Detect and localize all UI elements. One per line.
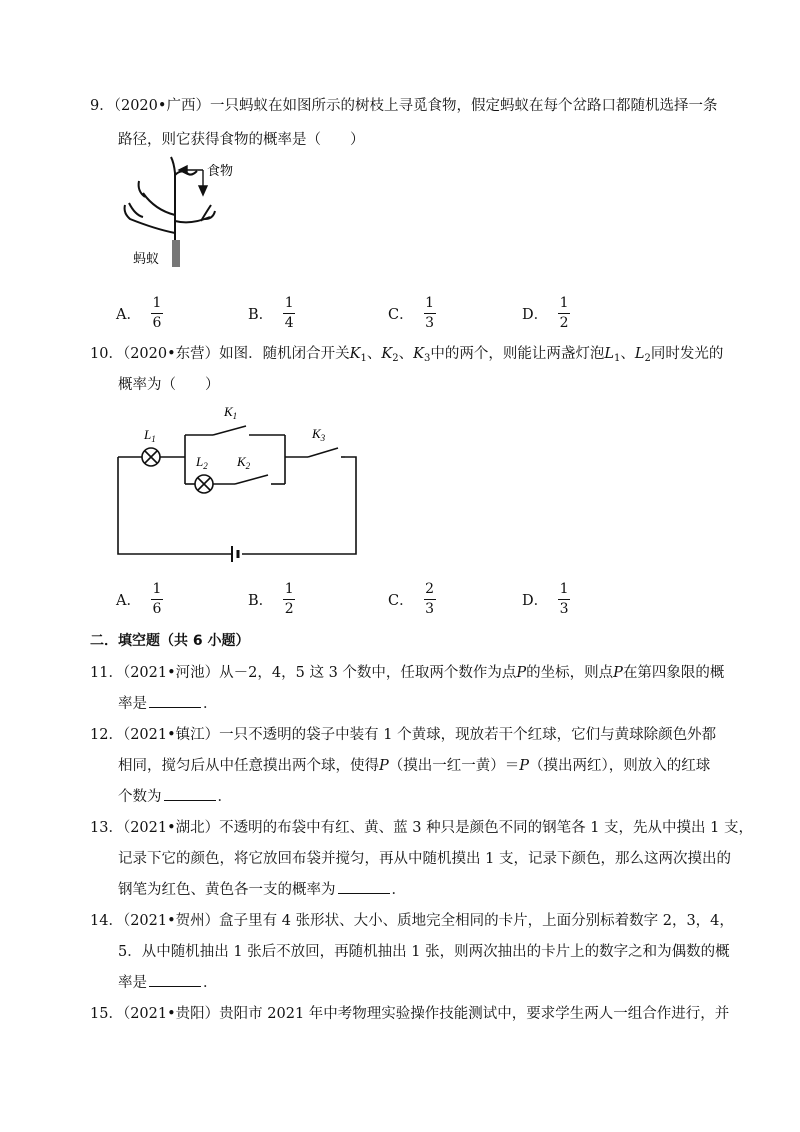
q13-line3: 钢笔为红色、黄色各一支的概率为 ． [118, 882, 406, 898]
q15-line1: 15．（2021•贵阳）贵阳市 2021 年中考物理实验操作技能测试中，要求学生两人一组合作进行，并 [90, 1006, 730, 1022]
q9-tree-figure [115, 155, 245, 270]
ant-mark [172, 240, 180, 267]
q10-line2: 概率为（ ） [118, 377, 220, 393]
q10-line1: 10．（2020•东营）如图．随机闭合开关$K_1$、$K_2$、$K_3$中的两个，则能让两盏灯泡$L_1$、$L_2$同时发光的 [90, 346, 724, 364]
q13-line2: 记录下它的颜色，将它放回布袋并搅匀，再从中随机摸出 1 支，记录下颜色，那么这两次摸出的 [118, 851, 731, 867]
q12-line2: 相同，搅匀后从中任意摸出两个球，使得P（摸出一红一黄）＝P（摸出两红），则放入的红球 [118, 758, 711, 774]
q12-answer-blank[interactable] [164, 787, 216, 801]
q9-source: （2020•广西） [113, 98, 210, 114]
q13-answer-blank[interactable] [338, 880, 390, 894]
q14-line1: 14．（2021•贺州）盒子里有 4 张形状、大小、质地完全相同的卡片，上面分别标着数字 2，3，4， [90, 913, 734, 929]
circuit-k3-label: $K_3$ [312, 426, 326, 443]
q9-option-a[interactable]: A． $\frac{1}{6}$ [116, 295, 162, 331]
q14-line2: 5．从中随机抽出 1 张后不放回，再随机抽出 1 张，则两次抽出的卡片上的数字之和为偶数的概 [118, 944, 730, 960]
q10-option-a[interactable]: A． $\frac{1}{6}$ [116, 581, 162, 617]
q14-line3: 率是 ． [118, 975, 218, 991]
circuit-k2-label: $K_2$ [237, 454, 251, 471]
q9-option-d[interactable]: D． $\frac{1}{2}$ [522, 295, 569, 331]
q10-option-c[interactable]: C． $\frac{2}{3}$ [388, 581, 435, 617]
q9-number: 9． [90, 98, 114, 114]
q10-option-d[interactable]: D． $\frac{1}{3}$ [522, 581, 569, 617]
q9-text: 一只蚂蚁在如图所示的树枝上寻觅食物，假定蚂蚁在每个岔路口都随机选择一条 [209, 98, 718, 114]
q12-line1: 12．（2021•镇江）一只不透明的袋子中装有 1 个黄球，现放若干个红球，它们与黄球除颜色外都 [90, 727, 717, 743]
food-label: 食物 [207, 163, 234, 178]
circuit-l1-label: $L_1$ [144, 427, 156, 444]
q13-line1: 13．（2021•湖北）不透明的布袋中有红、黄、蓝 3 种只是颜色不同的钢笔各 1 支，先从中摸出 1 支， [90, 820, 753, 836]
q9-line2: 路径，则它获得食物的概率是（ ） [118, 132, 365, 148]
q14-answer-blank[interactable] [149, 973, 201, 987]
q11-answer-blank[interactable] [149, 694, 201, 708]
section-heading: 二．填空题（共 6 小题） [90, 633, 250, 649]
q9-line1 [90, 96, 717, 116]
q10-circuit-figure [110, 400, 365, 565]
ant-label: 蚂蚁 [133, 251, 160, 266]
q11-line1: 11．（2021•河池）从－2，4，5 这 3 个数中，任取两个数作为点P的坐标，则点P在第四象限的概 [90, 665, 725, 681]
q11-line2: 率是 ． [118, 696, 218, 712]
q12-line3: 个数为 ． [118, 789, 232, 805]
circuit-l2-label: $L_2$ [196, 454, 208, 471]
q9-option-b[interactable]: B． $\frac{1}{4}$ [248, 295, 294, 331]
q9-option-c[interactable]: C． $\frac{1}{3}$ [388, 295, 435, 331]
q10-option-b[interactable]: B． $\frac{1}{2}$ [248, 581, 294, 617]
circuit-k1-label: $K_1$ [224, 404, 238, 421]
